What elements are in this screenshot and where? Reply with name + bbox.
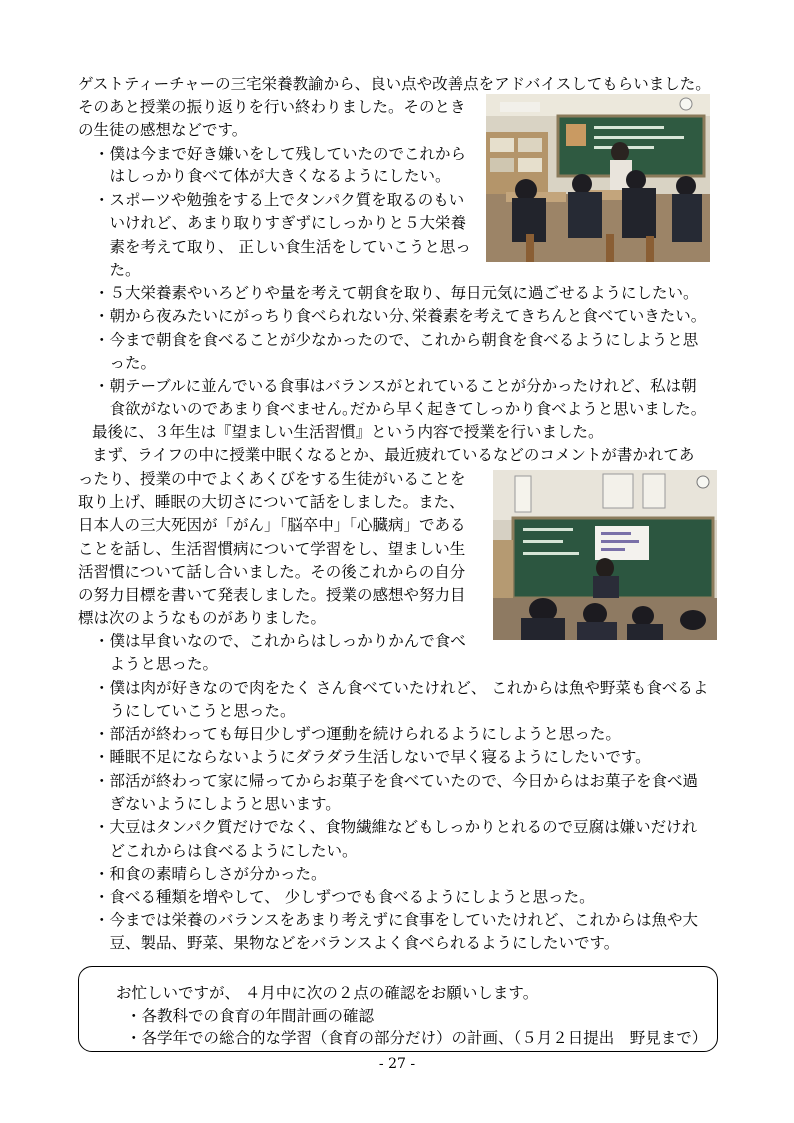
comment-line: どこれからは食べるようにしたい。: [94, 842, 358, 860]
paragraph-line: 最後に、３年生は『望ましい生活習慣』という内容で授業を行いました。: [92, 423, 604, 441]
comment-line: ・僕は早食いなので、これからはしっかりかんで食べ: [94, 632, 466, 650]
comment-line: ・睡眠不足にならないようにダラダラ生活しないで早く寝るようにしたいです。: [94, 748, 651, 766]
comment-line: ・食べる種類を増やして、 少しずつでも食べるようにしようと思った。: [94, 888, 595, 906]
comment-line: 素を考えて取り、 正しい食生活をしていこうと思っ: [94, 238, 471, 256]
comment-line: はしっかり食べて体が大きくなるようにしたい。: [94, 167, 451, 185]
comment-line: た。: [94, 261, 141, 279]
comment-line: ・今までは栄養のバランスをあまり考えずに食事をしていたけれど、これからは魚や大: [94, 911, 699, 929]
classroom-photo-2-image: [493, 470, 717, 640]
comment-line: 豆、製品、野菜、果物などをバランスよく食べられるようにしたいです。: [94, 934, 620, 952]
comment-line: った。: [94, 354, 157, 372]
paragraph-line: の生徒の感想などです。: [78, 121, 248, 139]
paragraph-line: ゲストティーチャーの三宅栄養教諭から、良い点や改善点をアドバイスしてもらいました。: [78, 75, 711, 93]
comment-line: ・朝から夜みたいにがっちり食べられない分､栄養素を考えてきちんと食べていきたい。: [94, 307, 707, 325]
paragraph-line: 取り上げ、睡眠の大切さについて話をしました。また、: [78, 493, 465, 511]
comment-line: ・和食の素晴らしさが分かった。: [94, 865, 327, 883]
comment-line: ・部活が終わって家に帰ってからお菓子を食べていたので、今日からはお菓子を食べ過: [94, 772, 699, 790]
comment-line: ・大豆はタンパク質だけでなく、食物繊維などもしっかりとれるので豆腐は嫌いだけれ: [94, 818, 698, 836]
comment-line: ・僕は今まで好き嫌いをして残していたのでこれから: [94, 145, 467, 163]
classroom-photo-1-image: [486, 94, 710, 262]
comment-line: ・今まで朝食を食べることが少なかったので、これから朝食を食べるようにしようと思: [94, 331, 699, 349]
classroom-photo-1: [486, 94, 710, 262]
paragraph-line: 日本人の三大死因が「がん」「脳卒中」「心臓病」である: [78, 516, 466, 534]
comment-line: ようと思った。: [94, 655, 219, 673]
notice-intro: お忙しいですが、 ４月中に次の２点の確認をお願いします。: [116, 984, 539, 1002]
paragraph-line: ことを話し、生活習慣病について学習をし、望ましい生: [78, 540, 466, 558]
page-number: - 27 -: [378, 1056, 416, 1072]
notice-item: ・各学年での総合的な学習（食育の部分だけ）の計画、（５月２日提出 野見まで）: [126, 1029, 708, 1047]
comment-line: 食欲がないのであまり食べません｡だから早く起きてしっかり食べようと思いました。: [94, 400, 707, 418]
comment-line: いけれど、あまり取りすぎずにしっかりと５大栄養: [94, 214, 467, 232]
comment-line: ・僕は肉が好きなので肉をたく さん食べていたけれど、 これからは魚や野菜も食べるよ: [94, 679, 709, 697]
classroom-photo-2: [493, 470, 717, 640]
paragraph-line: の努力目標を書いて発表しました。授業の感想や努力目: [78, 586, 466, 604]
comment-line: ・部活が終わっても毎日少しずつ運動を続けられるようにしようと思った。: [94, 725, 621, 743]
paragraph-line: 活習慣について話し合いました。その後これからの自分: [78, 563, 466, 581]
paragraph-line: 標は次のようなものがありました。: [78, 609, 327, 627]
comment-line: ・スポーツや勉強をする上でタンパク質を取るのもい: [94, 191, 465, 209]
comment-line: うにしていこうと思った。: [94, 702, 296, 720]
comment-line: ぎないようにしようと思います。: [94, 795, 341, 813]
paragraph-line: まず、ライフの中に授業中眠くなるとか、最近疲れているなどのコメントが書かれてあ: [92, 446, 695, 464]
paragraph-line: ったり、授業の中でよくあくびをする生徒がいることを: [78, 470, 466, 488]
comment-line: ・５大栄養素やいろどりや量を考えて朝食を取り、毎日元気に過ごせるようにしたい。: [94, 284, 699, 302]
paragraph-line: そのあと授業の振り返りを行い終わりました。そのとき: [78, 98, 466, 116]
notice-item: ・各教科での食育の年間計画の確認: [126, 1007, 375, 1025]
comment-line: ・朝テーブルに並んでいる食事はバランスがとれていることが分かったけれど、私は朝: [94, 377, 697, 395]
